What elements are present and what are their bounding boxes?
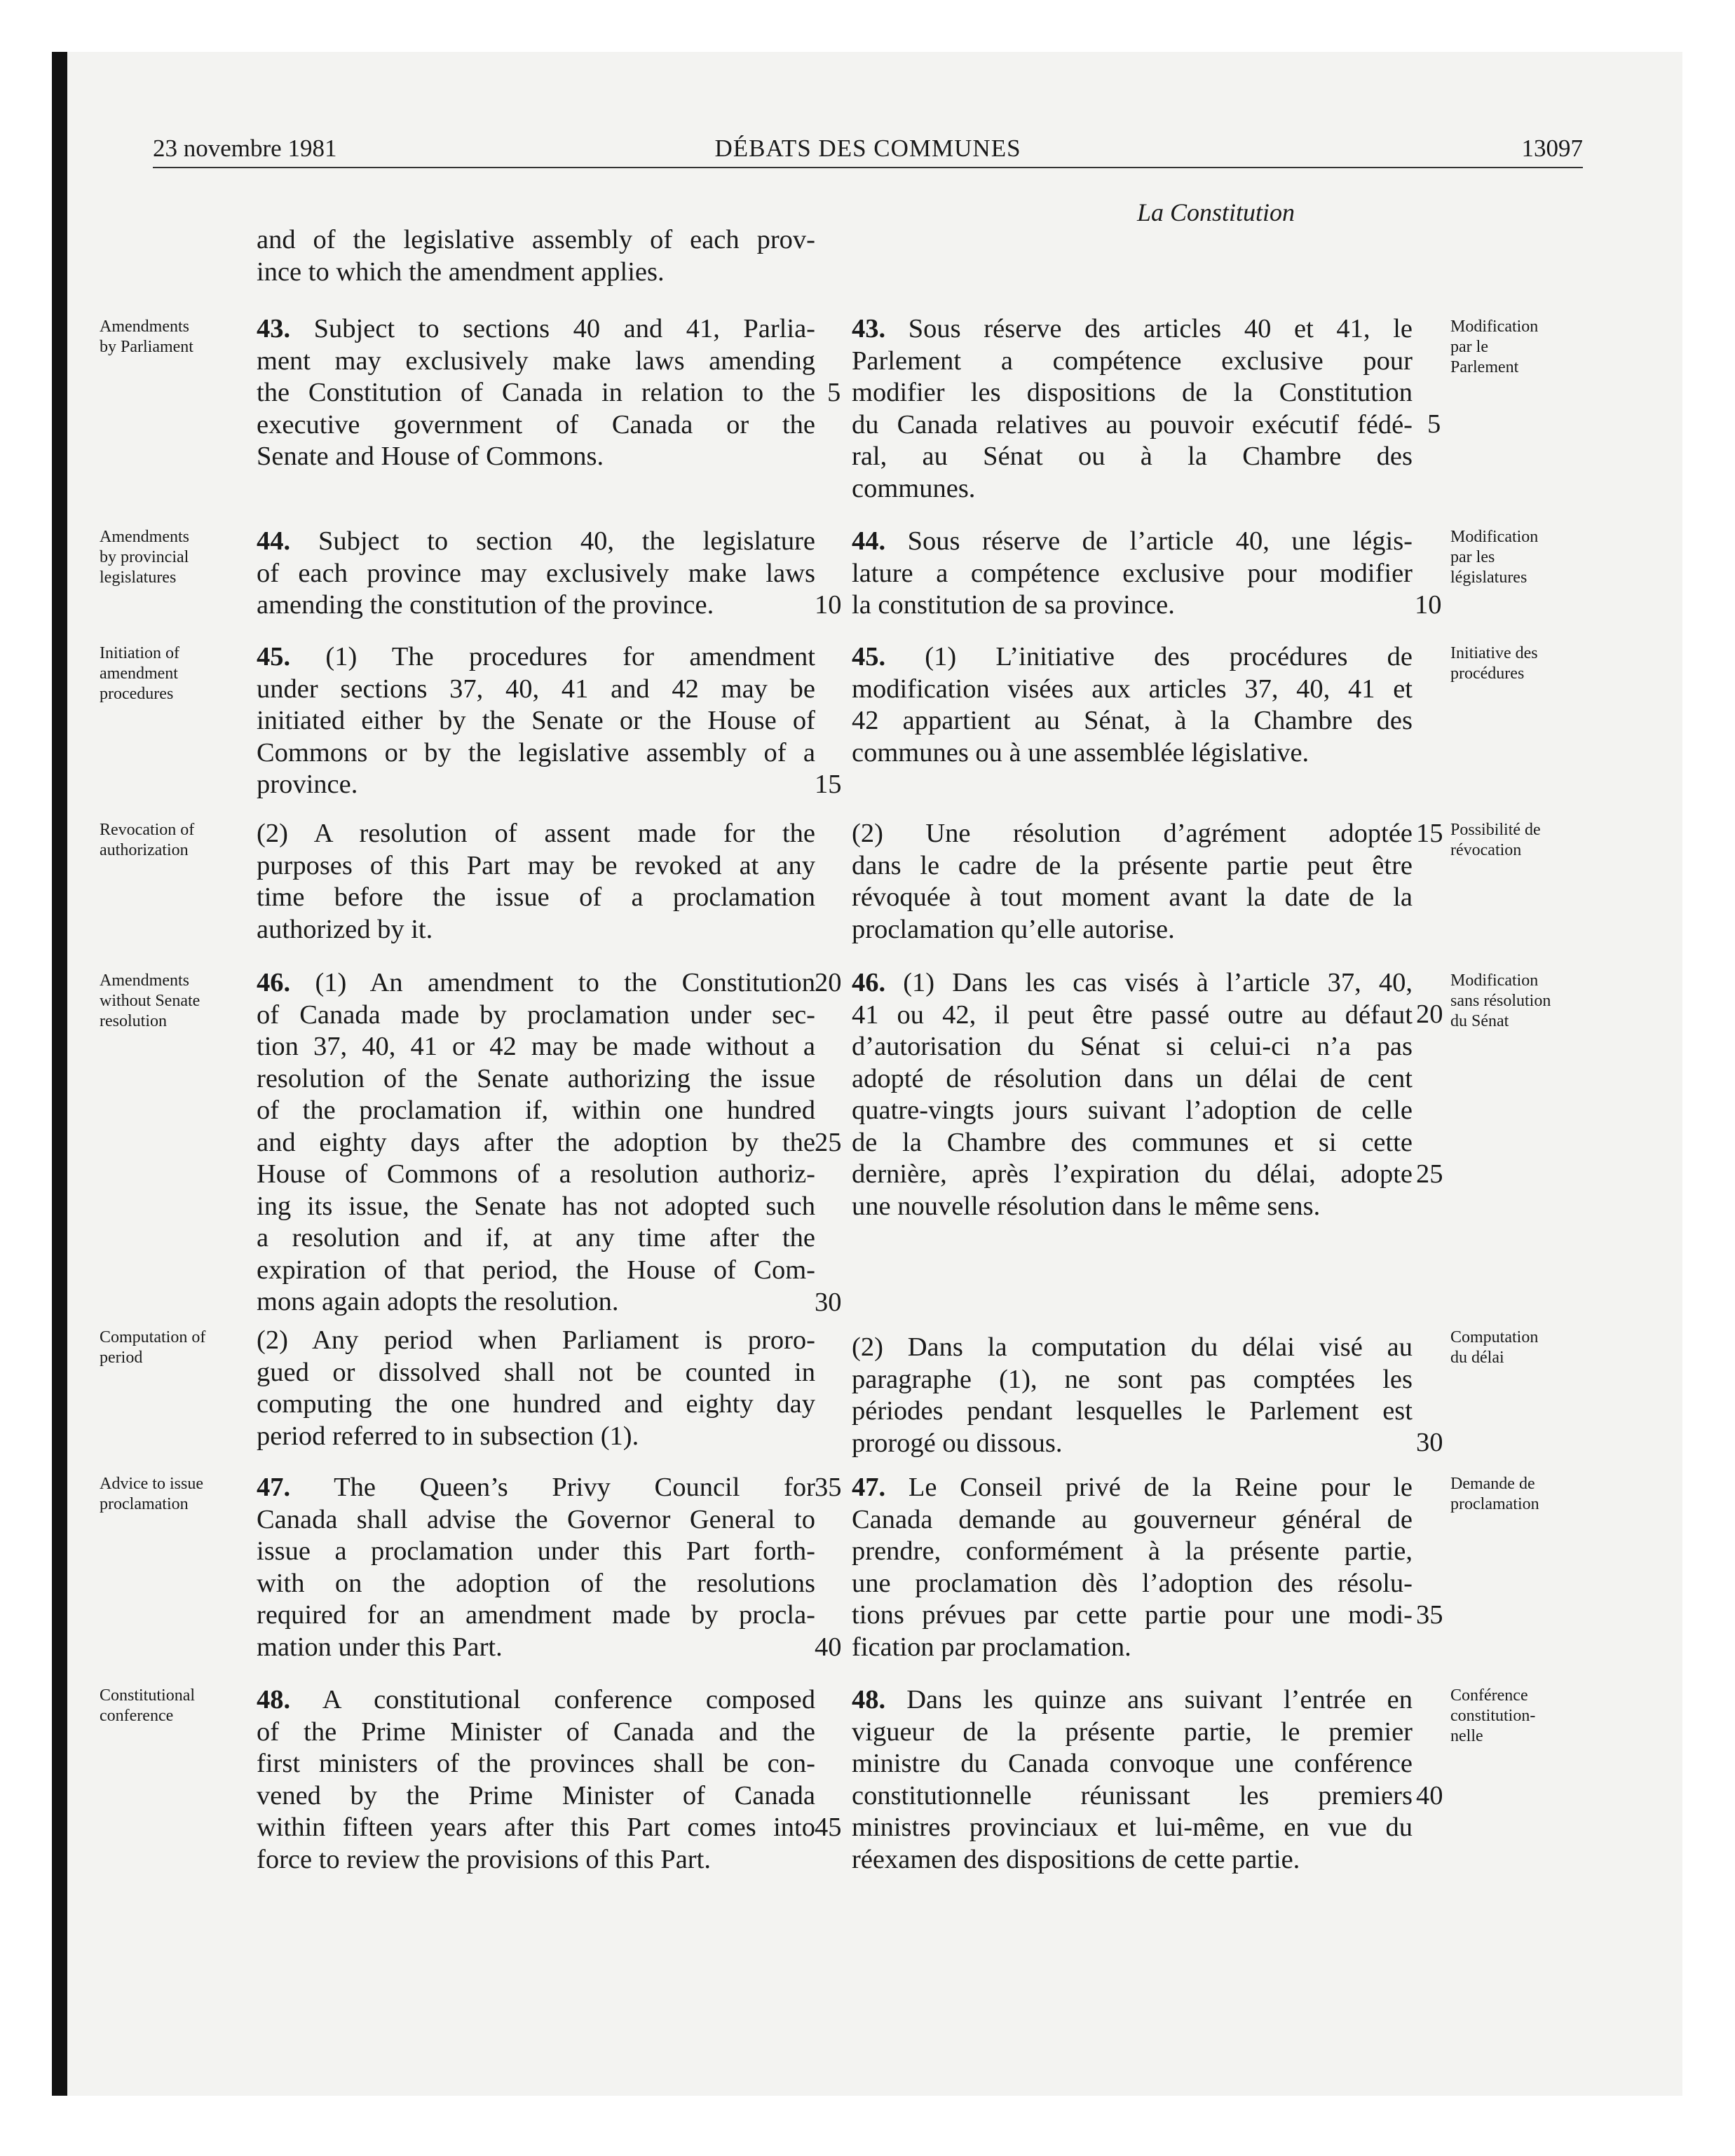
margin-note-en — [100, 643, 240, 704]
french-section-46-1 — [852, 967, 1413, 1222]
margin-note-fr — [1450, 643, 1584, 684]
text-line: Le Conseil privé de la Reine pour le — [885, 1473, 1413, 1502]
text-line: périodes pendant lesquelles le Parlement est — [852, 1396, 1413, 1426]
line-number-fr: 35 — [1416, 1600, 1443, 1630]
text-line: issue a proclamation under this Part forth- — [257, 1536, 815, 1566]
text-line: province. — [257, 770, 358, 799]
french-section-44 — [852, 526, 1413, 622]
margin-note-en — [100, 1474, 240, 1515]
line-number-en: 20 — [815, 968, 842, 997]
text-line: the Constitution of Canada in relation to the — [257, 378, 815, 407]
page-header — [153, 129, 1583, 168]
note-line: proclamation — [1450, 1495, 1539, 1513]
english-section-43 — [257, 313, 815, 473]
text-line: The Queen’s Privy Council for — [290, 1473, 815, 1502]
french-section-45-2 — [852, 818, 1413, 946]
section-number: 44. — [257, 526, 291, 556]
note-line: révocation — [1450, 841, 1522, 859]
english-section-46-1 — [257, 967, 815, 1318]
text-line: time before the issue of a proclamation — [257, 882, 815, 912]
note-line: Possibilité de — [1450, 821, 1541, 839]
margin-note-en — [100, 971, 240, 1032]
text-line: (1) Dans les cas visés à l’article 37, 40, — [885, 968, 1413, 997]
text-line: fication par proclamation. — [852, 1632, 1131, 1662]
section-number: 45. — [852, 642, 886, 671]
text-line: authorized by it. — [257, 914, 433, 944]
note-line: Computation of — [100, 1328, 206, 1346]
text-line: (1) An amendment to the Constitution — [290, 968, 815, 997]
text-line: within fifteen years after this Part comes into — [257, 1813, 815, 1842]
text-line: la constitution de sa province. — [852, 590, 1175, 620]
line-number-en: 15 — [815, 770, 842, 799]
note-line: Parlement — [1450, 358, 1519, 376]
note-line: législatures — [1450, 568, 1528, 587]
text-line: tion 37, 40, 41 or 42 may be made without a — [257, 1032, 815, 1061]
margin-note-en — [100, 1686, 240, 1726]
text-line: Dans les quinze ans suivant l’entrée en — [885, 1685, 1413, 1714]
line-number-fr: 10 — [1415, 590, 1442, 620]
note-line: Modification — [1450, 318, 1539, 336]
text-line: du Canada relatives au pouvoir exécutif fédé- — [852, 409, 1413, 439]
subheading: La Constitution — [1137, 198, 1295, 226]
text-line: computing the one hundred and eighty day — [257, 1389, 815, 1419]
binding-edge — [52, 52, 67, 2096]
note-line: Amendments — [100, 528, 189, 546]
english-section-47 — [257, 1472, 815, 1663]
line-number-en: 45 — [815, 1813, 842, 1842]
text-line: paragraphe (1), ne sont pas comptées les — [852, 1364, 1413, 1394]
text-line: modification visées aux articles 37, 40, 41 et — [852, 674, 1413, 704]
margin-note-fr — [1450, 317, 1584, 378]
french-section-48 — [852, 1684, 1413, 1876]
note-line: Amendments — [100, 318, 189, 336]
text-line: Commons or by the legislative assembly of a — [257, 737, 815, 767]
french-section-45-1 — [852, 641, 1413, 769]
text-line: of Canada made by proclamation under sec- — [257, 999, 815, 1030]
text-line: communes. — [852, 473, 976, 503]
text-line: purposes of this Part may be revoked at any — [257, 850, 815, 880]
line-number-fr: 15 — [1416, 819, 1443, 848]
section-number: 43. — [852, 314, 886, 343]
note-line: nelle — [1450, 1727, 1483, 1745]
text-line: 41 ou 42, il peut être passé outre au défaut — [852, 999, 1413, 1030]
text-line: Sous réserve des articles 40 et 41, le — [885, 314, 1413, 343]
margin-note-en — [100, 527, 240, 588]
text-line: of each province may exclusively make laws — [257, 558, 815, 588]
text-line: amending the constitution of the province. — [257, 590, 714, 620]
header-page-number: 13097 — [1521, 135, 1583, 162]
english-section-45-1 — [257, 641, 815, 801]
text-line: and of the legislative assembly of each prov- — [257, 225, 815, 254]
line-number-fr: 25 — [1416, 1159, 1443, 1189]
line-number-en: 35 — [815, 1473, 842, 1502]
english-section-46-2 — [257, 1325, 815, 1452]
text-line: ment may exclusively make laws amending — [257, 346, 815, 376]
line-number-en: 10 — [815, 590, 842, 620]
margin-note-fr — [1450, 1686, 1584, 1747]
note-line: conference — [100, 1707, 174, 1725]
text-line: executive government of Canada or the — [257, 409, 815, 439]
text-line: (1) The procedures for amendment — [290, 642, 815, 671]
text-line: modifier les dispositions de la Constitution — [852, 378, 1413, 407]
text-line: Sous réserve de l’article 40, une légis- — [885, 526, 1413, 556]
text-line: under sections 37, 40, 41 and 42 may be — [257, 674, 815, 704]
text-line: (2) Dans la computation du délai visé au — [852, 1332, 1413, 1362]
text-line: de la Chambre des communes et si cette — [852, 1127, 1413, 1157]
line-number-en: 40 — [815, 1632, 842, 1662]
text-line: constitutionnelle réunissant les premiers — [852, 1780, 1413, 1810]
note-line: Constitutional — [100, 1686, 196, 1705]
english-section-45-2 — [257, 818, 815, 946]
french-section-46-2 — [852, 1332, 1413, 1459]
text-line: Senate and House of Commons. — [257, 442, 604, 471]
text-line: communes ou à une assemblée législative. — [852, 737, 1309, 767]
section-number: 48. — [852, 1685, 886, 1714]
text-line: Subject to section 40, the legislature — [290, 526, 815, 556]
text-line: vigueur de la présente partie, le premier — [852, 1717, 1413, 1747]
text-line: mons again adopts the resolution. — [257, 1287, 619, 1316]
note-line: period — [100, 1349, 143, 1367]
text-line: initiated either by the Senate or the House of — [257, 706, 815, 735]
text-line: gued or dissolved shall not be counted in — [257, 1357, 815, 1387]
note-line: proclamation — [100, 1495, 189, 1513]
text-line: first ministers of the provinces shall be con- — [257, 1749, 815, 1778]
text-line: d’autorisation du Sénat si celui-ci n’a pas — [852, 1032, 1413, 1061]
text-line: adopté de résolution dans un délai de cent — [852, 1063, 1413, 1093]
text-line: House of Commons of a resolution authoriz- — [257, 1159, 815, 1189]
text-line: (2) A resolution of assent made for the — [257, 819, 815, 848]
line-number-fr: 20 — [1416, 999, 1443, 1029]
text-line: dans le cadre de la présente partie peut être — [852, 850, 1413, 880]
text-line: force to review the provisions of this Part. — [257, 1844, 711, 1874]
text-line: ministre du Canada convoque une conférence — [852, 1749, 1413, 1778]
note-line: without Senate — [100, 992, 200, 1010]
margin-note-en — [100, 820, 240, 861]
section-number: 45. — [257, 642, 291, 671]
text-line: ministres provinciaux et lui-même, en vue du — [852, 1813, 1413, 1842]
margin-note-fr — [1450, 527, 1584, 588]
note-line: Modification — [1450, 971, 1539, 990]
text-line: expiration of that period, the House of Com- — [257, 1255, 815, 1285]
text-line: Canada shall advise the Governor General to — [257, 1504, 815, 1534]
text-line: prorogé ou dissous. — [852, 1428, 1063, 1458]
text-line: ral, au Sénat ou à la Chambre des — [852, 442, 1413, 471]
text-line: une proclamation dès l’adoption des résolu- — [852, 1568, 1413, 1598]
note-line: par les — [1450, 548, 1495, 566]
section-number: 47. — [852, 1473, 886, 1502]
line-number-en: 5 — [827, 378, 841, 407]
margin-note-fr — [1450, 1328, 1584, 1368]
note-line: authorization — [100, 841, 189, 859]
text-line: mation under this Part. — [257, 1632, 503, 1662]
french-section-47 — [852, 1472, 1413, 1663]
note-line: par le — [1450, 338, 1488, 356]
text-line: (2) Any period when Parliament is proro- — [257, 1325, 815, 1355]
note-line: legislatures — [100, 568, 177, 587]
margin-note-en — [100, 317, 240, 357]
text-line: resolution of the Senate authorizing the issue — [257, 1063, 815, 1093]
section-number: 46. — [852, 968, 886, 997]
text-line: (1) L’initiative des procédures de — [885, 642, 1413, 671]
note-line: Computation — [1450, 1328, 1539, 1346]
section-number: 46. — [257, 968, 291, 997]
margin-note-fr — [1450, 1474, 1584, 1515]
note-line: Modification — [1450, 528, 1539, 546]
line-number-en: 25 — [815, 1128, 842, 1157]
english-section-44 — [257, 526, 815, 622]
text-line: period referred to in subsection (1). — [257, 1421, 639, 1451]
text-line: a resolution and if, at any time after the — [257, 1223, 815, 1253]
text-line: dernière, après l’expiration du délai, adopte — [852, 1159, 1413, 1189]
text-line: révoquée à tout moment avant la date de la — [852, 882, 1413, 912]
note-line: du Sénat — [1450, 1012, 1509, 1030]
line-number-fr: 40 — [1416, 1781, 1443, 1810]
line-number-fr: 5 — [1427, 409, 1441, 439]
text-line: and eighty days after the adoption by the — [257, 1127, 815, 1157]
note-line: Demande de — [1450, 1475, 1535, 1493]
english-intro — [257, 224, 815, 288]
text-line: (2) Une résolution d’agrément adoptée — [852, 819, 1413, 848]
section-number: 47. — [257, 1473, 291, 1502]
text-line: required for an amendment made by procla- — [257, 1600, 815, 1630]
note-line: du délai — [1450, 1349, 1504, 1367]
text-line: Canada demande au gouverneur général de — [852, 1504, 1413, 1534]
note-line: amendment — [100, 664, 178, 683]
section-number: 44. — [852, 526, 886, 556]
text-line: Parlement a compétence exclusive pour — [852, 346, 1413, 376]
text-line: vened by the Prime Minister of Canada — [257, 1780, 815, 1810]
text-line: ing its issue, the Senate has not adopted such — [257, 1191, 815, 1221]
text-line: proclamation qu’elle autorise. — [852, 914, 1175, 944]
text-line: of the Prime Minister of Canada and the — [257, 1717, 815, 1747]
line-number-en: 30 — [815, 1288, 842, 1317]
note-line: by Parliament — [100, 338, 193, 356]
text-line: tions prévues par cette partie pour une modi- — [852, 1600, 1413, 1630]
text-line: lature a compétence exclusive pour modifier — [852, 558, 1413, 588]
margin-note-fr — [1450, 971, 1584, 1032]
text-line: une nouvelle résolution dans le même sens. — [852, 1191, 1321, 1221]
margin-note-fr — [1450, 820, 1584, 861]
text-line: Subject to sections 40 and 41, Parlia- — [290, 314, 815, 343]
english-section-48 — [257, 1684, 815, 1876]
note-line: by provincial — [100, 548, 189, 566]
text-line: prendre, conformément à la présente partie, — [852, 1536, 1413, 1566]
section-number: 48. — [257, 1685, 291, 1714]
text-line: of the proclamation if, within one hundred — [257, 1096, 815, 1125]
note-line: Conférence — [1450, 1686, 1528, 1705]
text-line: A constitutional conference composed — [290, 1685, 815, 1714]
header-journal-title: DÉBATS DES COMMUNES — [714, 135, 1021, 162]
note-line: Initiative des — [1450, 644, 1538, 662]
section-number: 43. — [257, 314, 291, 343]
note-line: sans résolution — [1450, 992, 1551, 1010]
note-line: resolution — [100, 1012, 167, 1030]
header-date: 23 novembre 1981 — [153, 135, 337, 162]
margin-note-en — [100, 1328, 240, 1368]
text-line: ince to which the amendment applies. — [257, 257, 665, 287]
note-line: constitution- — [1450, 1707, 1536, 1725]
note-line: Amendments — [100, 971, 189, 990]
note-line: Advice to issue — [100, 1475, 203, 1493]
text-line: with on the adoption of the resolutions — [257, 1568, 815, 1598]
line-number-fr: 30 — [1416, 1428, 1443, 1457]
text-line: quatre-vingts jours suivant l’adoption de celle — [852, 1096, 1413, 1125]
note-line: Initiation of — [100, 644, 179, 662]
text-line: 42 appartient au Sénat, à la Chambre des — [852, 706, 1413, 735]
note-line: procedures — [100, 685, 174, 703]
french-section-43 — [852, 313, 1413, 505]
note-line: procédures — [1450, 664, 1525, 683]
header-rule — [153, 167, 1583, 168]
note-line: Revocation of — [100, 821, 195, 839]
text-line: réexamen des dispositions de cette partie. — [852, 1844, 1300, 1874]
